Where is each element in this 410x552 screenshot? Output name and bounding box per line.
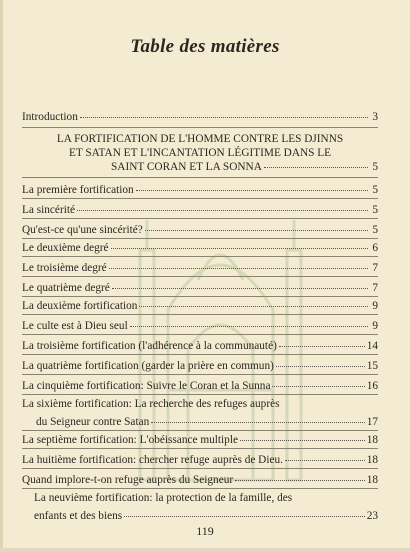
toc-entry[interactable] [22, 453, 378, 467]
divider [22, 238, 378, 239]
divider [22, 394, 378, 395]
entry-title: Le deuxième degré [22, 242, 109, 254]
entry-title: La quatrième fortification (garder la prière en commun) [22, 360, 274, 372]
divider [22, 488, 378, 489]
entry-page: 17 [366, 416, 378, 428]
divider [22, 276, 378, 277]
entry-page: 18 [366, 434, 378, 446]
divider [22, 314, 378, 315]
entry-page: 18 [366, 474, 378, 486]
divider [22, 218, 378, 219]
entry-title: Qu'est-ce qu'une sincérité? [22, 224, 143, 236]
entry-page: 5 [372, 224, 378, 236]
entry-page: 9 [372, 320, 378, 332]
entry-page: 5 [372, 161, 378, 173]
entry-title: La septième fortification: L'obéissance multiple [22, 434, 238, 446]
toc-title: Table des matières [130, 36, 280, 57]
divider [22, 430, 378, 431]
dot-leader [77, 210, 368, 211]
entry-page: 7 [372, 282, 378, 294]
entry-title-line: SAINT CORAN ET LA SONNA [111, 161, 262, 173]
toc-entry-introduction[interactable] [22, 110, 378, 124]
entry-title-line: enfants et des biens [34, 510, 123, 522]
divider [22, 468, 378, 469]
entry-page: 18 [366, 454, 378, 466]
toc-entry[interactable] [22, 491, 378, 523]
divider [22, 177, 378, 178]
divider [22, 354, 378, 355]
divider [22, 256, 378, 257]
dot-leader [264, 167, 368, 168]
entry-page: 9 [372, 300, 378, 312]
toc-entry[interactable] [22, 281, 378, 295]
dot-leader [136, 190, 368, 191]
dot-leader [109, 268, 368, 269]
entry-title: La cinquième fortification: Suivre le Coran et la Sunna [22, 380, 271, 392]
dot-leader [272, 386, 364, 387]
entry-page: 14 [366, 340, 378, 352]
entry-page: 7 [372, 262, 378, 274]
entry-title-line: La sixième fortification: La recherche des refuges auprès [22, 398, 280, 410]
entry-title: Le culte est à Dieu seul [22, 320, 128, 332]
dot-leader [145, 230, 368, 231]
dot-leader [285, 460, 365, 461]
toc-entry[interactable] [22, 433, 378, 447]
toc-entry[interactable] [22, 261, 378, 275]
entry-title: La première fortification [22, 184, 134, 196]
entry-title: La deuxième fortification [22, 300, 138, 312]
entry-title: Introduction [22, 111, 78, 123]
entry-title: Quand implore-t-on refuge auprès du Seigneur [22, 474, 234, 486]
dot-leader [111, 248, 368, 249]
entry-title: La troisième fortification (l'adhérence à la communauté) [22, 340, 277, 352]
dot-leader [139, 306, 368, 307]
toc-entry[interactable] [22, 319, 378, 333]
entry-title-line: du Seigneur contre Satan [36, 416, 150, 428]
page-edge-bottom [0, 548, 410, 552]
toc-entry[interactable] [22, 183, 378, 197]
toc-entry[interactable] [22, 241, 378, 255]
page-number: 119 [196, 524, 214, 538]
divider [22, 198, 378, 199]
entry-title: La sincérité [22, 204, 76, 216]
toc-entry[interactable] [22, 223, 378, 237]
toc-entry[interactable] [22, 203, 378, 217]
divider [22, 374, 378, 375]
dot-leader [235, 480, 365, 481]
dot-leader [124, 516, 365, 517]
divider [22, 127, 378, 128]
toc-entry[interactable] [22, 379, 378, 393]
toc-entry[interactable] [22, 359, 378, 373]
toc-entry[interactable] [22, 299, 378, 313]
toc-entry[interactable] [22, 397, 378, 429]
entry-page: 15 [366, 360, 378, 372]
dot-leader [112, 288, 368, 289]
divider [22, 334, 378, 335]
page-edge [0, 0, 3, 552]
entry-title-line: ET SATAN ET L'INCANTATION LÉGITIME DANS LE [68, 147, 332, 159]
dot-leader [80, 117, 368, 118]
toc-entry-fortification-heading[interactable] [22, 132, 378, 174]
dot-leader [240, 440, 365, 441]
entry-page: 23 [366, 510, 378, 522]
dot-leader [276, 366, 365, 367]
entry-title: Le quatrième degré [22, 282, 110, 294]
entry-page: 16 [366, 380, 378, 392]
dot-leader [279, 346, 365, 347]
entry-title: La huitième fortification: chercher refuge auprès de Dieu. [22, 454, 283, 466]
toc-entry[interactable] [22, 473, 378, 487]
entry-page: 3 [372, 111, 378, 123]
dot-leader [151, 422, 364, 423]
toc-entry[interactable] [22, 339, 378, 353]
entry-page: 6 [372, 242, 378, 254]
entry-title-line: LA FORTIFICATION DE L'HOMME CONTRE LES DJINNS [56, 133, 344, 145]
entry-title-line: La neuvième fortification: la protection de la famille, des [34, 492, 293, 504]
entry-title: Le troisième degré [22, 262, 107, 274]
divider [22, 448, 378, 449]
dot-leader [130, 326, 368, 327]
entry-page: 5 [372, 204, 378, 216]
divider [22, 296, 378, 297]
entry-page: 5 [372, 184, 378, 196]
